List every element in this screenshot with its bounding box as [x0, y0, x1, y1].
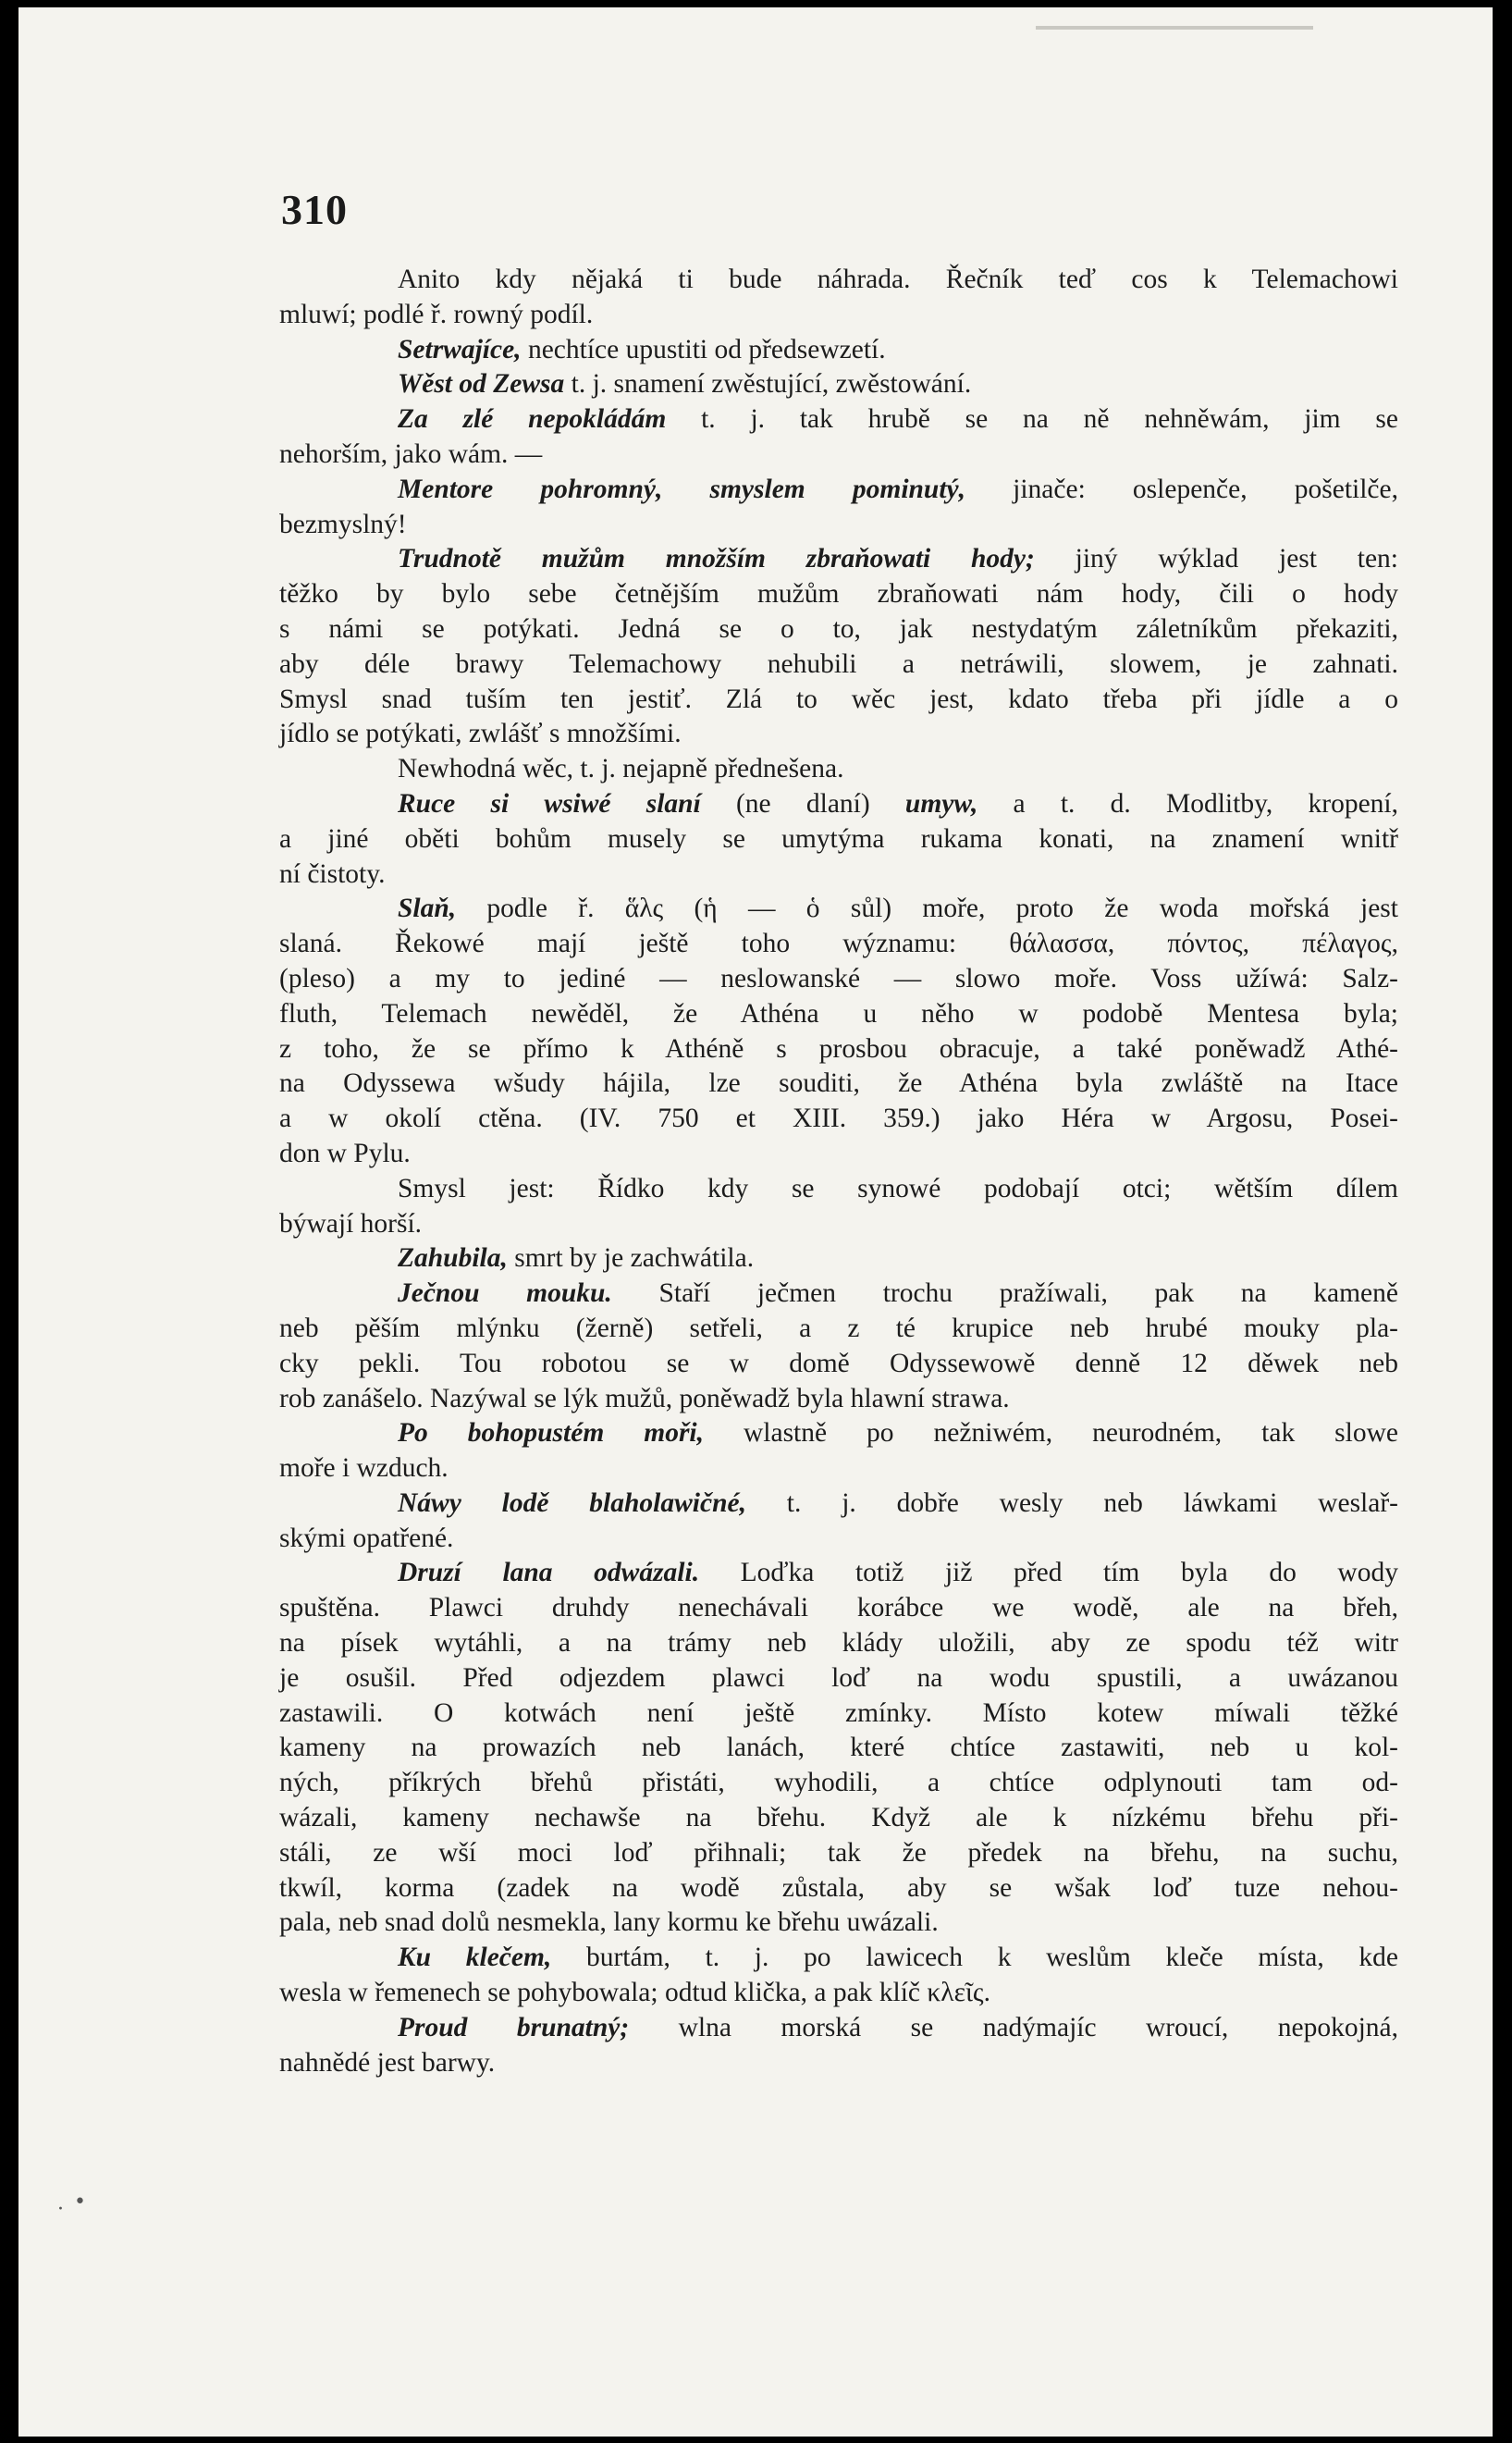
glossed-term: Druzí lana odwázali.: [398, 1558, 700, 1588]
text-run: s námi se potýkati. Jedná se o to, jak nestydatým záletníkům překaziti,: [279, 613, 1398, 644]
text-line: [279, 1312, 1398, 1347]
scan-speck: ·: [57, 2198, 64, 2221]
text-line: [279, 858, 1398, 893]
text-line: [279, 1207, 1398, 1242]
text-line: [279, 612, 1398, 648]
text-run: Smysl snad tuším ten jestiť. Zlá to wěc jest, kdato třeba při jídle a o: [279, 684, 1398, 714]
text-run: mluwí; podlé ř. rowný podíl.: [279, 299, 594, 329]
scan-edge-mark: [1036, 26, 1313, 30]
text-run: podle ř. ἅλς (ἡ — ὁ sůl) moře, proto že woda mořská jest: [456, 894, 1398, 924]
text-run: těžko by bylo sebe četnějším mužům zbraňowati nám hody, čili o hody: [279, 579, 1398, 610]
text-run: rob zanášelo. Nazýwal se lýk mužů, poněwadž byla hlawní strawa.: [279, 1383, 1010, 1413]
text-line: [279, 1836, 1398, 1871]
text-run: smrt by je zachwátila.: [507, 1243, 755, 1274]
text-line: [279, 1522, 1398, 1557]
text-run: kameny na prowazích neb lanách, které chtíce zastawiti, neb u kol-: [279, 1733, 1398, 1763]
text-run: wázali, kameny nechawše na břehu. Když ale k nízkému břehu při-: [279, 1803, 1398, 1833]
glossed-term: Mentore pohromný, smyslem pominutý,: [398, 474, 966, 504]
glossed-term: Ruce si wsiwé slaní: [398, 788, 701, 819]
text-line: [279, 367, 1398, 402]
text-run: Anito kdy nějaká ti bude náhrada. Řečník teď cos k Telemachowi: [398, 265, 1398, 294]
page-number: 310: [281, 186, 348, 233]
glossed-term: Za zlé nepokládám: [398, 404, 667, 435]
glossed-term: Po bohopustém moři,: [398, 1418, 704, 1449]
text-line: [279, 1067, 1398, 1102]
scan-speck: •: [74, 2190, 86, 2214]
text-line: [279, 1032, 1398, 1067]
text-run: ných, příkrých břehů přistáti, wyhodili, a chtíce odplynouti tam od-: [279, 1768, 1398, 1798]
commentary-text: [279, 263, 1398, 2080]
text-line: [279, 1556, 1398, 1591]
text-run: wlastně po nežniwém, neurodném, tak slowe: [704, 1418, 1398, 1449]
text-line: [279, 1871, 1398, 1906]
text-run: bezmyslný!: [279, 509, 407, 539]
text-line: [279, 1591, 1398, 1626]
text-line: [279, 752, 1398, 787]
text-line: [279, 1137, 1398, 1172]
glossed-term: Náwy lodě blaholawičné,: [398, 1487, 746, 1518]
text-run: pala, neb snad dolů nesmekla, lany kormu ke břehu uwázali.: [279, 1907, 939, 1938]
text-run: fluth, Telemach newěděl, že Athéna u něho w podobě Mentesa byla;: [279, 998, 1398, 1029]
text-run: aby déle brawy Telemachowy nehubili a netráwili, slowem, je zahnati.: [279, 648, 1398, 679]
text-run: Newhodná wěc, t. j. nejapně přednešena.: [398, 754, 844, 784]
text-line: [279, 1731, 1398, 1766]
text-run: burtám, t. j. po lawicech k weslům kleče místa, kde: [551, 1943, 1398, 1973]
text-line: [279, 1766, 1398, 1801]
text-run: nehorším, jako wám. —: [279, 438, 543, 469]
text-line: [279, 438, 1398, 473]
glossed-term: umyw,: [904, 788, 978, 819]
glossed-term: Ječnou mouku.: [398, 1278, 612, 1309]
text-run: je osušil. Před odjezdem plawci loď na wodu spustili, a uwázanou: [279, 1662, 1398, 1693]
text-run: jiný wýklad jest ten:: [1034, 544, 1398, 574]
text-line: [279, 648, 1398, 683]
text-line: [279, 263, 1398, 298]
text-run: na Odyssewa wšudy hájila, lze souditi, že Athéna byla zwláště na Itace: [279, 1068, 1398, 1099]
text-run: z toho, že se přímo k Athéně s prosbou obracuje, a také poněwadž Athé-: [279, 1033, 1398, 1064]
book-page: [18, 7, 1493, 2437]
text-run: skými opatřené.: [279, 1523, 454, 1553]
text-line: [279, 1626, 1398, 1661]
text-line: [279, 787, 1398, 822]
glossed-term: Ku klečem,: [398, 1943, 552, 1973]
text-line: [279, 1906, 1398, 1941]
text-run: t. j. snamení zwěstující, zwěstowání.: [564, 369, 972, 400]
text-line: [279, 683, 1398, 718]
text-line: [279, 997, 1398, 1032]
text-run: t. j. tak hrubě se na ně nehněwám, jim se: [666, 404, 1398, 435]
text-run: spuštěna. Plawci druhdy nenechávali korábce we wodě, ale na břeh,: [279, 1593, 1398, 1623]
text-line: [279, 822, 1398, 858]
text-line: [279, 333, 1398, 368]
text-line: [279, 1451, 1398, 1487]
text-run: a jiné oběti bohům musely se umytýma rukama konati, na znamení wnitř: [279, 823, 1398, 854]
text-run: stáli, ze wší moci loď přihnali; tak že předek na břehu, na suchu,: [279, 1837, 1398, 1868]
text-line: [279, 508, 1398, 543]
text-run: t. j. dobře wesly neb láwkami weslař-: [745, 1487, 1398, 1518]
text-run: nechtíce upustiti od předsewzetí.: [521, 334, 886, 364]
glossed-term: Slaň,: [398, 894, 457, 924]
text-run: slaná. Řekowé mají ještě toho wýznamu: θάλασσα, πόντος, πέλαγος,: [279, 929, 1398, 959]
text-run: nahnědé jest barwy.: [279, 2047, 496, 2078]
text-line: [279, 1976, 1398, 2011]
text-line: [279, 1416, 1398, 1451]
text-line: [279, 542, 1398, 577]
text-run: Loďka totiž již před tím byla do wody: [699, 1558, 1398, 1588]
text-line: [279, 962, 1398, 997]
glossed-term: Proud brunatný;: [398, 2012, 630, 2042]
text-line: [279, 1241, 1398, 1277]
text-run: wlna morská se nadýmajíc wroucí, nepokojná,: [629, 2012, 1398, 2042]
text-run: Smysl jest: Řídko kdy se synowé podobají otci; wětším dílem: [398, 1173, 1398, 1203]
text-line: [279, 1382, 1398, 1417]
text-line: [279, 473, 1398, 508]
text-line: [279, 1801, 1398, 1836]
text-line: [279, 1172, 1398, 1207]
text-line: [279, 1661, 1398, 1697]
glossed-term: Trudnotě mužům množším zbraňowati hody;: [398, 544, 1035, 574]
text-line: [279, 577, 1398, 612]
text-run: ní čistoty.: [279, 858, 386, 889]
text-line: [279, 1941, 1398, 1976]
text-run: neb pěším mlýnku (žerně) setřeli, a z té krupice neb hrubé mouky pla-: [279, 1313, 1398, 1343]
text-run: jinače: oslepenče, pošetilče,: [965, 474, 1398, 504]
glossed-term: Wěst od Zewsa: [398, 369, 565, 400]
text-run: moře i wzduch.: [279, 1453, 449, 1484]
text-run: zastawili. O kotwách není ještě zmínky. Místo kotew míwali těžké: [279, 1697, 1398, 1728]
text-line: [279, 1347, 1398, 1382]
glossed-term: Zahubila,: [398, 1243, 508, 1274]
text-run: don w Pylu.: [279, 1138, 411, 1168]
text-line: [279, 2011, 1398, 2046]
text-line: [279, 1697, 1398, 1732]
text-line: [279, 1277, 1398, 1312]
text-line: [279, 402, 1398, 438]
text-line: [279, 298, 1398, 333]
text-line: [279, 1102, 1398, 1137]
text-run: jídlo se potýkati, zwlášť s množšími.: [279, 719, 682, 749]
text-run: Staří ječmen trochu pražíwali, pak na kameně: [611, 1278, 1398, 1309]
text-run: (pleso) a my to jediné — neslowanské — slowo moře. Voss užíwá: Salz-: [279, 963, 1398, 993]
text-run: (ne dlaní): [700, 788, 905, 819]
text-line: [279, 1487, 1398, 1522]
text-run: wesla w řemenech se pohybowala; odtud klička, a pak klíč κλεῖς.: [279, 1978, 990, 2008]
glossed-term: Setrwajíce,: [398, 334, 522, 364]
text-run: býwají horší.: [279, 1208, 423, 1239]
text-run: cky pekli. Tou robotou se w domě Odyssewowě denně 12 děwek neb: [279, 1348, 1398, 1378]
text-run: a t. d. Modlitby, kropení,: [977, 788, 1398, 819]
text-line: [279, 927, 1398, 962]
text-line: [279, 2046, 1398, 2081]
text-line: [279, 717, 1398, 752]
text-line: [279, 892, 1398, 927]
text-run: tkwíl, korma (zadek na wodě zůstala, aby se wšak loď tuze nehou-: [279, 1872, 1398, 1903]
text-run: na písek wytáhli, a na trámy neb klády uložili, aby ze spodu též witr: [279, 1628, 1398, 1659]
text-run: a w okolí ctěna. (IV. 750 et XIII. 359.) jako Héra w Argosu, Posei-: [279, 1104, 1398, 1134]
